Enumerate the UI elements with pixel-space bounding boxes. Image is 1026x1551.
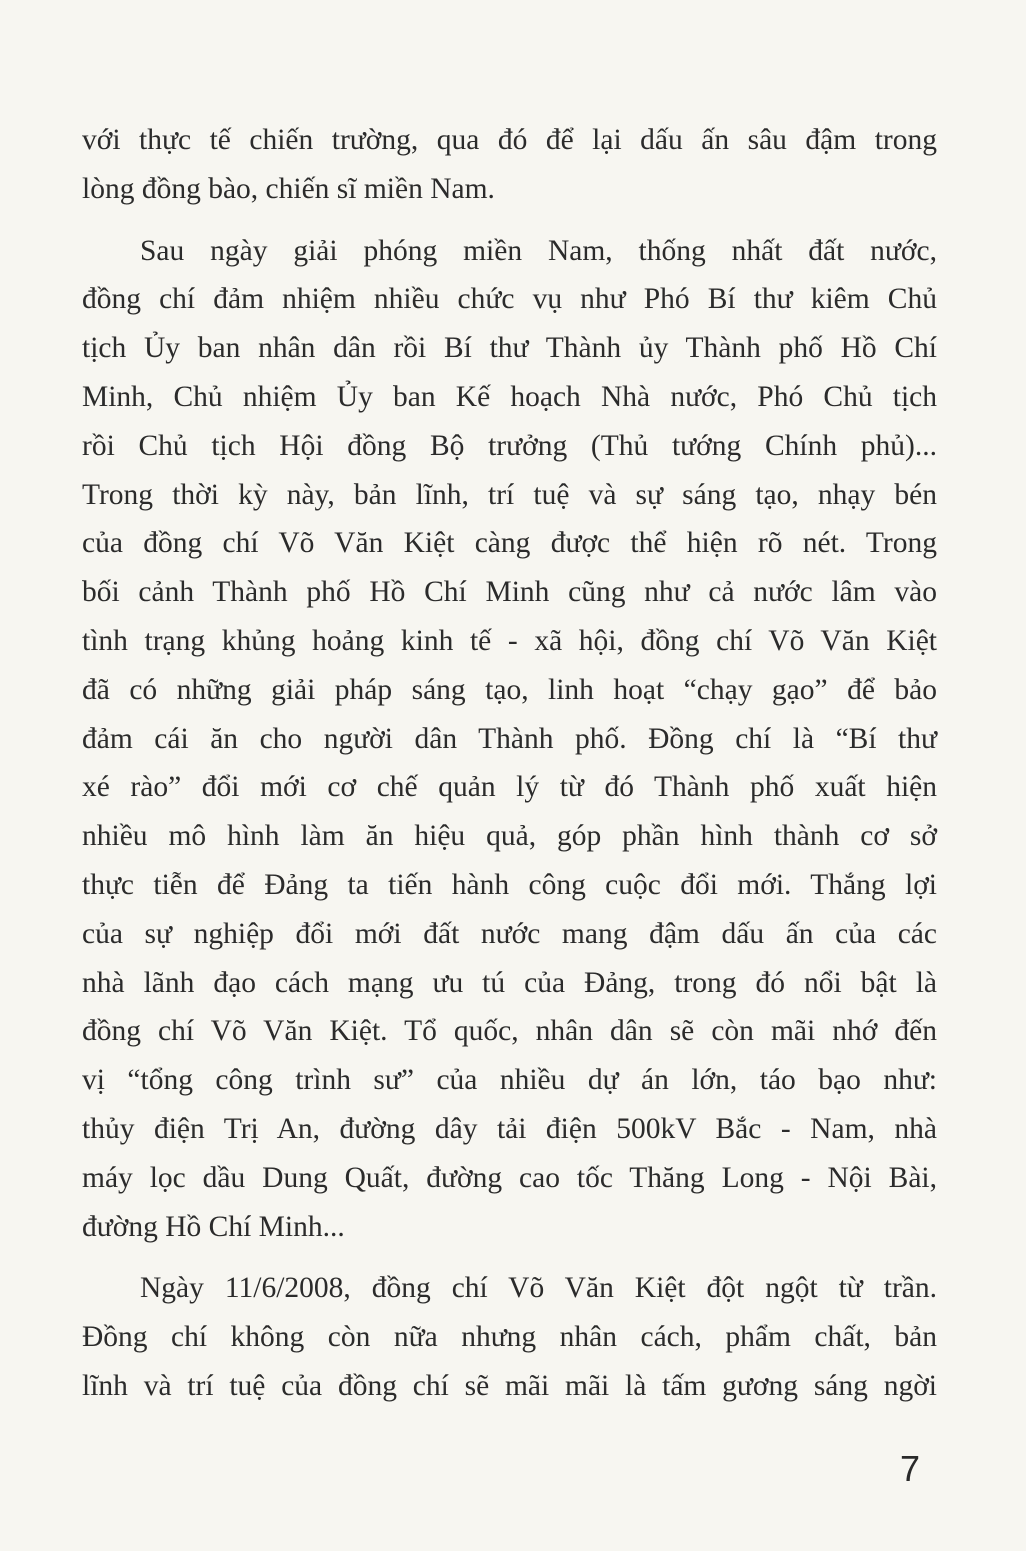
text-line: với thực tế chiến trường, qua đó để lại dấu ấn sâu đậm trong bbox=[82, 124, 937, 156]
text-line: đảm cái ăn cho người dân Thành phố. Đồng chí là “Bí thư bbox=[82, 722, 937, 755]
text-line: Minh, Chủ nhiệm Ủy ban Kế hoạch Nhà nước, Phó Chủ tịch bbox=[82, 380, 937, 413]
text-line: Ngày 11/6/2008, đồng chí Võ Văn Kiệt đột ngột từ trần. bbox=[140, 1272, 937, 1305]
text-line: của đồng chí Võ Văn Kiệt càng được thể hiện rõ nét. Trong bbox=[82, 527, 937, 560]
text-line: tịch Ủy ban nhân dân rồi Bí thư Thành ủy Thành phố Hồ Chí bbox=[82, 332, 937, 365]
text-line: đã có những giải pháp sáng tạo, linh hoạt “chạy gạo” để bảo bbox=[82, 673, 937, 706]
paragraph-2 bbox=[82, 227, 937, 1252]
text-line: nhiều mô hình làm ăn hiệu quả, góp phần hình thành cơ sở bbox=[82, 820, 937, 853]
text-line: lĩnh và trí tuệ của đồng chí sẽ mãi mãi là tấm gương sáng ngời bbox=[82, 1369, 937, 1402]
text-line: xé rào” đổi mới cơ chế quản lý từ đó Thành phố xuất hiện bbox=[82, 771, 937, 804]
text-line: thủy điện Trị An, đường dây tải điện 500kV Bắc - Nam, nhà bbox=[82, 1112, 937, 1145]
text-line: Trong thời kỳ này, bản lĩnh, trí tuệ và sự sáng tạo, nhạy bén bbox=[82, 478, 937, 511]
paragraph-1 bbox=[82, 116, 937, 214]
text-line: đồng chí đảm nhiệm nhiều chức vụ như Phó Bí thư kiêm Chủ bbox=[82, 283, 937, 316]
text-line: đường Hồ Chí Minh... bbox=[82, 1210, 345, 1243]
body-text bbox=[82, 116, 937, 1411]
text-line: bối cảnh Thành phố Hồ Chí Minh cũng như cả nước lâm vào bbox=[82, 576, 937, 609]
paragraph-3 bbox=[82, 1264, 937, 1410]
text-line: máy lọc dầu Dung Quất, đường cao tốc Thăng Long - Nội Bài, bbox=[82, 1161, 937, 1194]
text-line: Sau ngày giải phóng miền Nam, thống nhất đất nước, bbox=[140, 234, 937, 267]
text-line: của sự nghiệp đổi mới đất nước mang đậm dấu ấn của các bbox=[82, 917, 937, 950]
text-line: đồng chí Võ Văn Kiệt. Tổ quốc, nhân dân sẽ còn mãi nhớ đến bbox=[82, 1015, 937, 1048]
text-line: Đồng chí không còn nữa nhưng nhân cách, phẩm chất, bản bbox=[82, 1321, 937, 1354]
text-line: lòng đồng bào, chiến sĩ miền Nam. bbox=[82, 172, 495, 205]
text-line: thực tiễn để Đảng ta tiến hành công cuộc đổi mới. Thắng lợi bbox=[82, 868, 937, 901]
text-line: rồi Chủ tịch Hội đồng Bộ trưởng (Thủ tướng Chính phủ)... bbox=[82, 429, 937, 462]
text-line: tình trạng khủng hoảng kinh tế - xã hội, đồng chí Võ Văn Kiệt bbox=[82, 624, 937, 657]
page-number: 7 bbox=[900, 1448, 921, 1489]
text-line: vị “tổng công trình sư” của nhiều dự án lớn, táo bạo như: bbox=[82, 1064, 937, 1097]
text-line: nhà lãnh đạo cách mạng ưu tú của Đảng, trong đó nổi bật là bbox=[82, 966, 937, 999]
